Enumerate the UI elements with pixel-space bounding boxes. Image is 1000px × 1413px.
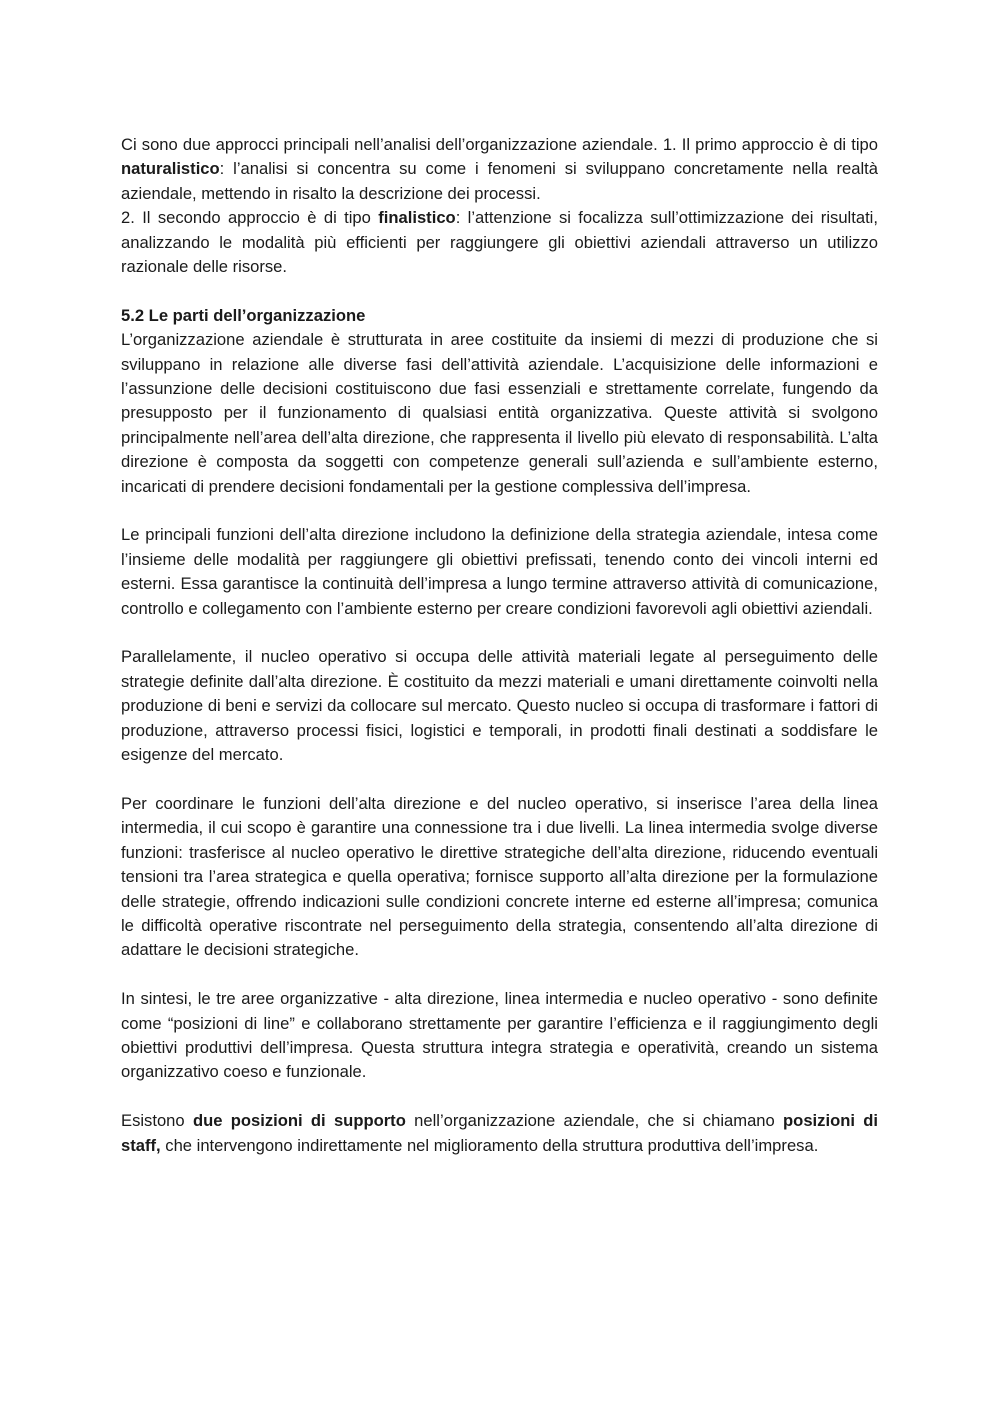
bold-term-finalistico: finalistico	[378, 208, 456, 228]
intro-paragraph-2: 2. Il secondo approccio è di tipo finalistico: l’attenzione si focalizza sull’ottimizzazione dei risultati, analizzando le modalità più efficienti per raggiungere gli obiettivi aziendali attraverso un utilizzo razionale delle risorse.	[121, 208, 878, 277]
section-paragraph-1: L’organizzazione aziendale è strutturata in aree costituite da insiemi di mezzi di produzione che si sviluppano in relazione alle diverse fasi dell’attività aziendale. L’acquisizione delle informazioni e l’assunzione delle decisioni costituiscono due fasi essenziali e strettamente correlate, fungendo da presupposto per il funzionamento di qualsiasi entità organizzativa. Queste attività si svolgono principalmente nell’area dell’alta direzione, che rappresenta il livello più elevato di responsabilità. L’alta direzione è composta da soggetti con competenze generali sull’azienda e sull’ambiente esterno, incaricati di prendere decisioni fondamentali per la gestione complessiva dell’impresa.	[121, 330, 878, 496]
section-paragraph-4: Per coordinare le funzioni dell’alta direzione e del nucleo operativo, si inserisce l’area della linea intermedia, il cui scopo è garantire una connessione tra i due livelli. La linea intermedia svolge diverse funzioni: trasferisce al nucleo operativo le direttive strategiche dell’alta direzione, riducendo eventuali tensioni tra l’area strategica e quella operativa; fornisce supporto all’alta direzione per la formulazione delle strategie, offrendo indicazioni sulle condizioni concrete interne ed esterne all’impresa; comunica le difficoltà operative riscontrate nel perseguimento della strategia, consentendo all’alta direzione di adattare le decisioni strategiche.	[121, 793, 878, 960]
bold-term-due-posizioni: due posizioni di supporto	[192, 1111, 406, 1131]
bold-term-naturalistico: naturalistico	[121, 159, 220, 179]
section-paragraph-3: Parallelamente, il nucleo operativo si occupa delle attività materiali legate al perseguimento delle strategie definite dall’alta direzione. È costituito da mezzi materiali e umani direttamente coinvolti nella produzione di beni e servizi da collocare sul mercato. Questo nucleo si occupa di trasformare i fattori di produzione, attraverso processi fisici, logistici e temporali, in prodotti finali destinati a soddisfare le esigenze del mercato.	[121, 647, 878, 765]
section-paragraph-2: Le principali funzioni dell’alta direzione includono la definizione della strategia aziendale, intesa come l’insieme delle modalità per raggiungere gli obiettivi prefissati, tenendo conto dei vincoli interni ed esterni. Essa garantisce la continuità dell’impresa a lungo termine attraverso attività di comunicazione, controllo e collegamento con l’ambiente esterno per creare condizioni favorevoli agli obiettivi aziendali.	[121, 525, 878, 618]
bold-term-posizioni-staff: posizioni di staff,	[121, 1111, 878, 1155]
intro-paragraph-1: Ci sono due approcci principali nell’analisi dell’organizzazione aziendale. 1. Il primo approccio è di tipo naturalistico: l’analisi si concentra su come i fenomeni si sviluppano concretamente nella realtà aziendale, mettendo in risalto la descrizione dei processi.	[121, 135, 878, 203]
section-heading: 5.2 Le parti dell’organizzazione	[121, 305, 366, 325]
document-page	[121, 133, 878, 1158]
section-paragraph-6: Esistono due posizioni di supporto nell’organizzazione aziendale, che si chiamano posizioni di staff, che intervengono indirettamente nel miglioramento della struttura produttiva dell’impresa.	[121, 1111, 878, 1155]
section-paragraph-5: In sintesi, le tre aree organizzative - alta direzione, linea intermedia e nucleo operativo - sono definite come “posizioni di line” e collaborano strettamente per garantire l’efficienza e il raggiungimento degli obiettivi produttivi dell’impresa. Questa struttura integra strategia e operatività, creando un sistema organizzativo coeso e funzionale.	[121, 989, 878, 1082]
